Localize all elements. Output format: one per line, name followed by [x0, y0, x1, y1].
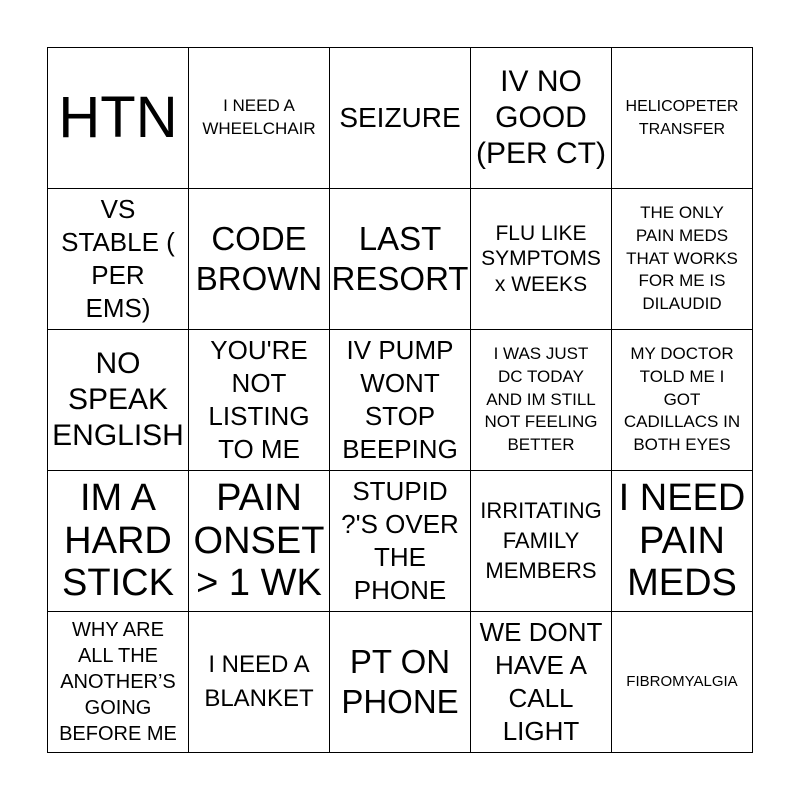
bingo-cell[interactable]: LAST RESORT: [330, 189, 471, 330]
bingo-cell[interactable]: IV NO GOOD (PER CT): [471, 48, 612, 189]
bingo-cell[interactable]: MY DOCTOR TOLD ME I GOT CADILLACS IN BOTH EYES: [612, 330, 753, 471]
bingo-cell[interactable]: FLU LIKE SYMPTOMS x WEEKS: [471, 189, 612, 330]
bingo-cell[interactable]: IM A HARD STICK: [48, 471, 189, 612]
bingo-cell[interactable]: HTN: [48, 48, 189, 189]
bingo-cell[interactable]: PT ON PHONE: [330, 612, 471, 753]
bingo-cell[interactable]: IV PUMP WONT STOP BEEPING: [330, 330, 471, 471]
bingo-cell[interactable]: THE ONLY PAIN MEDS THAT WORKS FOR ME IS DILAUDID: [612, 189, 753, 330]
bingo-cell[interactable]: HELICOPETER TRANSFER: [612, 48, 753, 189]
bingo-cell[interactable]: PAIN ONSET > 1 WK: [189, 471, 330, 612]
bingo-cell[interactable]: YOU'RE NOT LISTING TO ME: [189, 330, 330, 471]
bingo-cell[interactable]: I WAS JUST DC TODAY AND IM STILL NOT FEELING BETTER: [471, 330, 612, 471]
bingo-cell[interactable]: NO SPEAK ENGLISH: [48, 330, 189, 471]
bingo-cell[interactable]: WE DONT HAVE A CALL LIGHT: [471, 612, 612, 753]
bingo-cell[interactable]: I NEED PAIN MEDS: [612, 471, 753, 612]
bingo-cell[interactable]: I NEED A BLANKET: [189, 612, 330, 753]
bingo-cell[interactable]: IRRITATING FAMILY MEMBERS: [471, 471, 612, 612]
bingo-cell[interactable]: CODE BROWN: [189, 189, 330, 330]
bingo-board: [47, 47, 753, 753]
bingo-cell[interactable]: STUPID ?'S OVER THE PHONE: [330, 471, 471, 612]
bingo-cell[interactable]: FIBROMYALGIA: [612, 612, 753, 753]
bingo-cell[interactable]: SEIZURE: [330, 48, 471, 189]
bingo-cell[interactable]: I NEED A WHEELCHAIR: [189, 48, 330, 189]
bingo-cell[interactable]: VS STABLE ( PER EMS): [48, 189, 189, 330]
bingo-cell[interactable]: WHY ARE ALL THE ANOTHER’S GOING BEFORE ME: [48, 612, 189, 753]
